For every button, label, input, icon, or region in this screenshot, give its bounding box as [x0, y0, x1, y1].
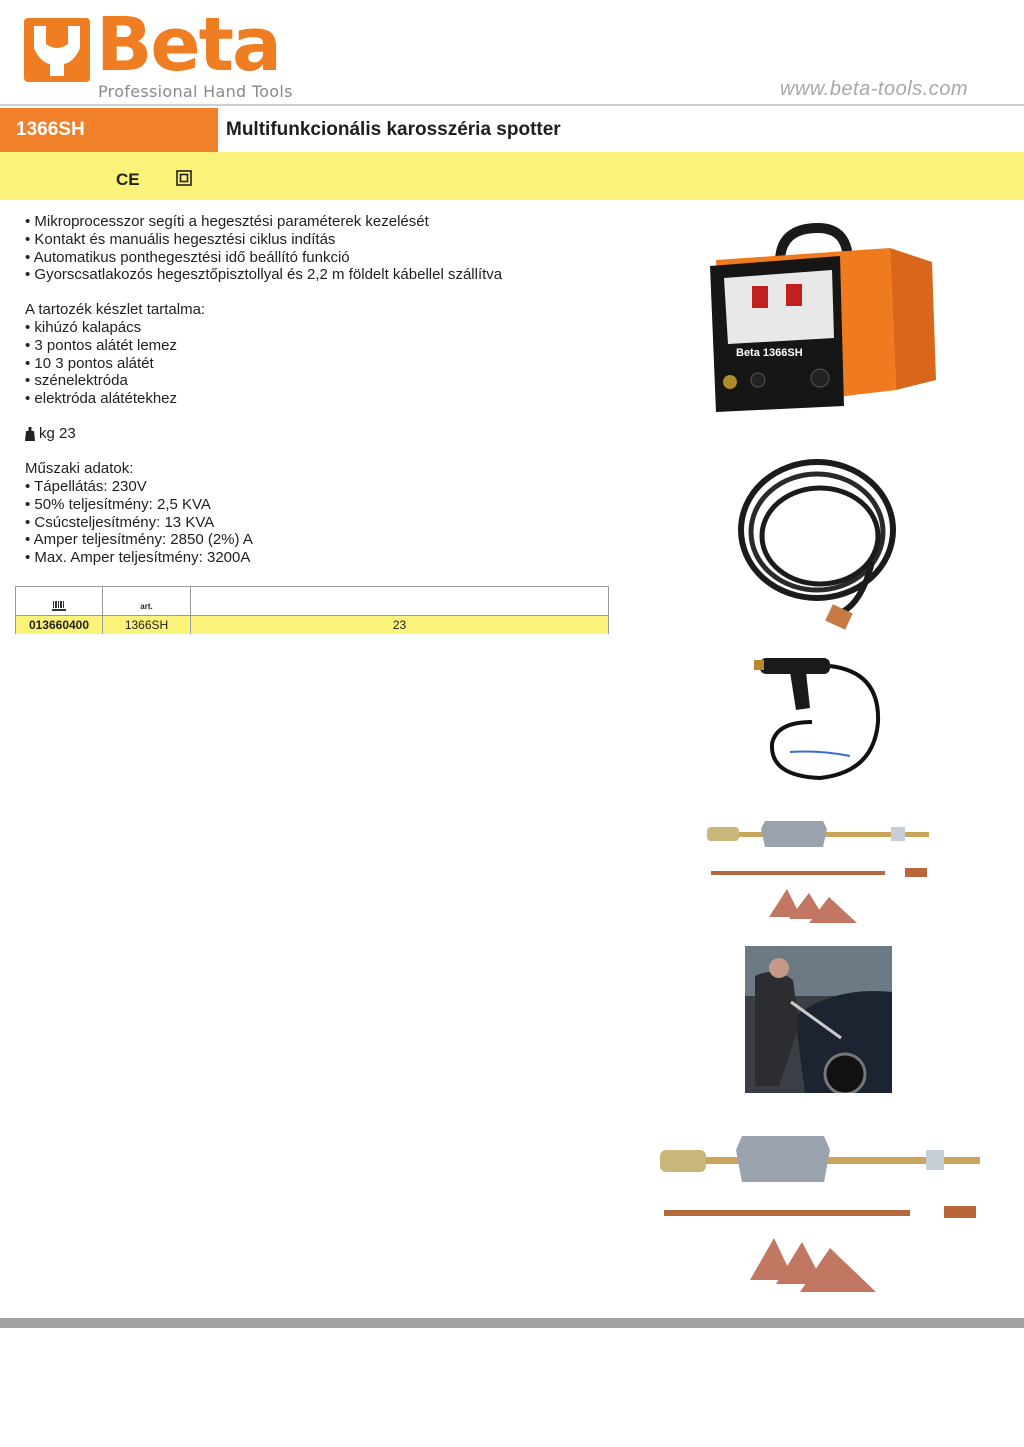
feature-item: • Automatikus ponthegesztési idő beállító funkció	[25, 248, 350, 266]
brand-wordmark: Beta	[96, 2, 280, 88]
double-insulation-icon	[176, 170, 192, 186]
tech-title: Műszaki adatok:	[25, 460, 134, 477]
kit-item: • szénelektróda	[25, 372, 128, 390]
feature-item: • Kontakt és manuális hegesztési ciklus indítás	[25, 230, 336, 248]
footer-bar	[0, 1318, 1024, 1328]
kit-item: • kihúzó kalapács	[25, 319, 142, 336]
weight-icon	[25, 427, 35, 441]
brand-tagline: Professional Hand Tools	[98, 82, 293, 101]
kit-item: • 10 3 pontos alátét	[25, 354, 154, 372]
table-row	[16, 615, 608, 634]
svg-text:Beta 1366SH: Beta 1366SH	[736, 347, 803, 359]
usage-photo-image	[745, 946, 892, 1093]
header-code-cell	[16, 587, 103, 615]
tech-item: • Amper teljesítmény: 2850 (2%) A	[25, 531, 253, 549]
kit-item: • elektróda alátétekhez	[25, 390, 178, 408]
table-header-row	[16, 587, 608, 615]
feature-list	[25, 213, 502, 284]
weight-cell: 23	[392, 618, 407, 632]
header-weight-cell	[191, 587, 608, 615]
product-code: 1366SH	[0, 108, 218, 152]
kit-list	[25, 319, 177, 408]
code-cell: 013660400	[16, 616, 103, 634]
product-title: Multifunkcionális karosszéria spotter	[226, 119, 561, 140]
art-cell: 1366SH	[103, 616, 191, 634]
feature-item: • Mikroprocesszor segíti a hegesztési paraméterek kezelését	[25, 213, 429, 230]
beta-logo	[24, 2, 294, 104]
tech-item: • Max. Amper teljesítmény: 3200A	[25, 549, 251, 567]
weight-value: kg 23	[39, 425, 76, 442]
tech-item: • Csúcsteljesítmény: 13 KVA	[25, 513, 215, 531]
ce-mark-icon: CE	[116, 170, 140, 189]
feature-item: • Gyorscsatlakozós hegesztőpisztollyal és 2,2 m földelt kábellel szállítva	[25, 266, 503, 284]
slide-hammer-kit-image	[705, 815, 935, 930]
header-divider	[0, 104, 1024, 106]
wrench-logo-icon	[24, 18, 90, 82]
barcode-icon	[52, 601, 66, 611]
certification-band	[0, 152, 1024, 200]
spotter-machine-image	[700, 220, 940, 420]
ground-cable-image	[732, 452, 902, 642]
tech-item: • 50% teljesítmény: 2,5 KVA	[25, 495, 211, 513]
kit-item: • 3 pontos alátét lemez	[25, 336, 178, 354]
spec-table	[15, 586, 609, 634]
tech-item: • Tápellátás: 230V	[25, 478, 147, 495]
weight-line	[25, 425, 76, 443]
tech-list	[25, 478, 253, 567]
slide-hammer-kit-large-image	[658, 1130, 984, 1295]
welding-gun-image	[750, 652, 890, 786]
website-link[interactable]: www.beta-tools.com	[780, 78, 968, 100]
header-art-cell: art.	[103, 587, 191, 615]
kit-title: A tartozék készlet tartalma:	[25, 301, 206, 318]
